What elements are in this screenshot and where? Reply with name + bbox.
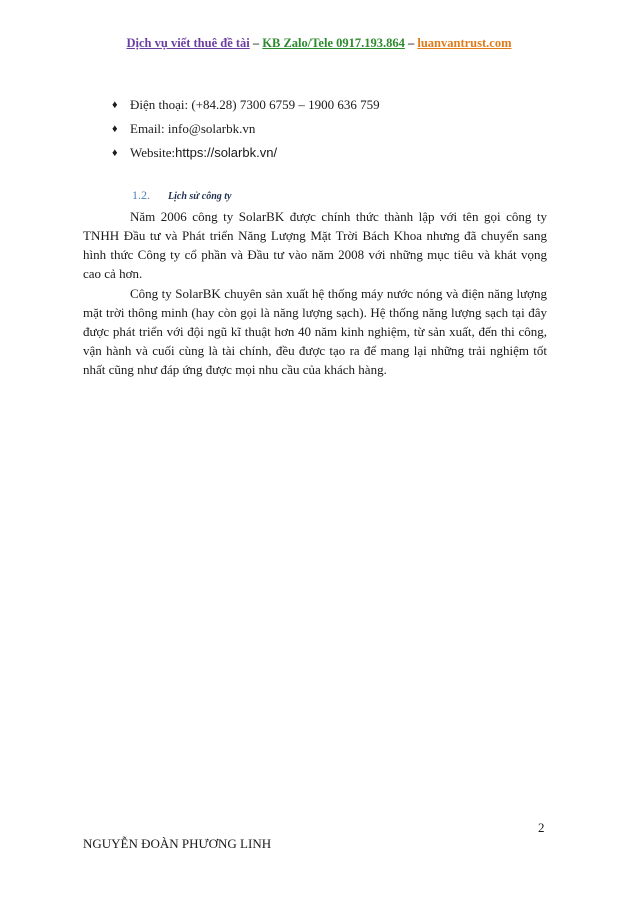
paragraph-history: Năm 2006 công ty SolarBK được chính thức thành lập với tên gọi công ty TNHH Đầu tư và Phát triển Năng Lượng Mặt Trời Bách Khoa nhưng đã chuyển sang hình thức Công ty cổ phần và Đầu tư vào năm 2008 với những mục tiêu và khát vọng cao cả hơn. (83, 209, 547, 281)
bullet-diamond-icon: ♦ (112, 99, 118, 111)
page-header (0, 36, 638, 51)
footer-author-name: NGUYỄN ĐOÀN PHƯƠNG LINH (83, 836, 272, 851)
bullet-diamond-icon: ♦ (112, 123, 118, 135)
header-separator: – (404, 36, 418, 50)
phone-text: Điện thoại: (+84.28) 7300 6759 – 1900 636 759 (130, 97, 380, 112)
section-heading (132, 188, 232, 203)
section-number: 1.2. (132, 188, 150, 202)
header-service-text: Dịch vụ viết thuê đề tài (126, 36, 250, 50)
section-title: Lịch sử công ty (168, 191, 232, 202)
contact-email (112, 117, 380, 141)
header-contact-link[interactable]: KB Zalo/Tele 0917.193.864 (262, 36, 405, 50)
header-separator: – (249, 36, 263, 50)
website-label: Website: (130, 145, 176, 160)
paragraph-products: Công ty SolarBK chuyên sản xuất hệ thống máy nước nóng và điện năng lượng mặt trời thông minh (hay còn gọi là năng lượng sạch). Hệ thống năng lượng sạch tại đây được phát triển với đội ngũ kĩ thuật hơn 40 năm kinh nghiệm, từ sản xuất, đến thi công, vận hành và cuối cùng là tài chính, đều được tạo ra để mang lại những trải nghiệm tốt nhất cũng như đáp ứng được mọi nhu cầu của khách hàng. (83, 286, 547, 377)
page-number: 2 (538, 820, 545, 835)
contact-website (112, 141, 380, 165)
bullet-diamond-icon: ♦ (112, 147, 118, 159)
email-text: Email: info@solarbk.vn (130, 121, 256, 136)
contact-phone (112, 93, 380, 117)
website-link[interactable]: https://solarbk.vn/ (175, 145, 278, 160)
header-website-link[interactable]: luanvantrust.com (417, 36, 512, 50)
contact-list (112, 93, 380, 165)
